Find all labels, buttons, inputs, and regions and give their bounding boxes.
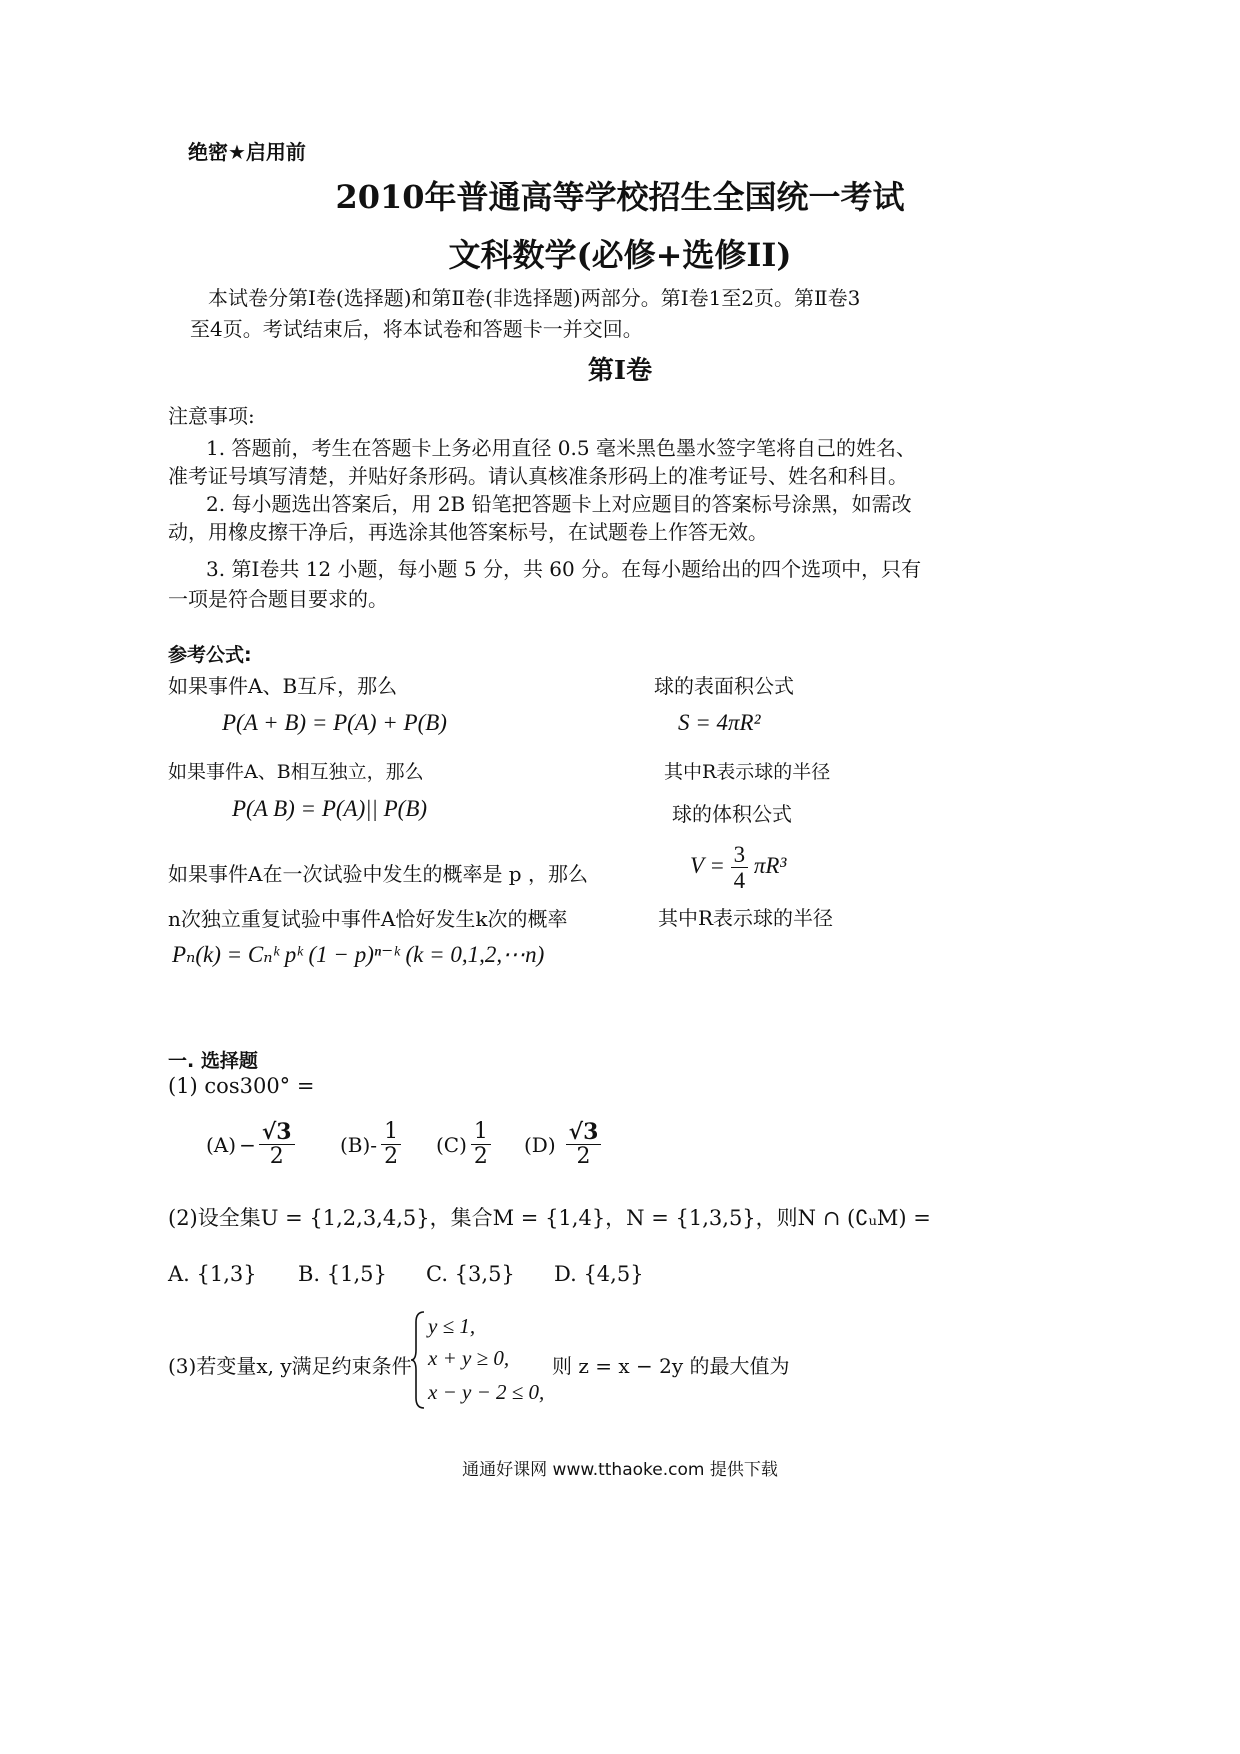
q3-constraint-3: x − y − 2 ≤ 0, bbox=[428, 1380, 545, 1404]
exclusive-text: 如果事件A、B互斥，那么 bbox=[168, 674, 398, 698]
note-3-line-2: 一项是符合题目要求的。 bbox=[168, 587, 388, 611]
volume-denominator: 4 bbox=[733, 868, 746, 894]
q1-d-fraction bbox=[566, 1120, 602, 1169]
q3-constraint-2: x + y ≥ 0, bbox=[428, 1346, 510, 1370]
note-2-line-1: 2. 每小题选出答案后，用 2B 铅笔把答题卡上对应题目的答案标号涂黑，如需改 bbox=[206, 492, 912, 516]
q1-d-num: √3 bbox=[566, 1120, 602, 1145]
note-1-line-1: 1. 答题前，考生在答题卡上务必用直径 0.5 毫米黑色墨水签字笔将自己的姓名、 bbox=[206, 436, 916, 460]
q2-stem: (2)设全集U = {1,2,3,4,5}，集合M = {1,4}，N = {1,3,5}，则N ∩ (∁ᵤM) = bbox=[168, 1206, 931, 1230]
section-heading: 一. 选择题 bbox=[168, 1050, 258, 1072]
q1-c-den: 2 bbox=[473, 1144, 488, 1170]
q1-c-label: (C) bbox=[436, 1132, 467, 1157]
exam-subtitle: 文科数学(必修+选修II) bbox=[448, 236, 792, 274]
note-2-line-2: 动，用橡皮擦干净后，再选涂其他答案标号，在试题卷上作答无效。 bbox=[168, 520, 768, 544]
volume-title: 第Ⅰ卷 bbox=[587, 356, 653, 386]
q1-d-label: (D) bbox=[524, 1132, 556, 1157]
q1-a-label: (A) bbox=[206, 1132, 237, 1157]
radius-note-1: 其中R表示球的半径 bbox=[664, 761, 831, 783]
q1-a-sign: − bbox=[239, 1132, 256, 1157]
q3-stem-post: 则 z = x − 2y 的最大值为 bbox=[552, 1354, 790, 1378]
volume-numerator: 3 bbox=[731, 842, 749, 868]
q1-a-den: 2 bbox=[269, 1144, 284, 1170]
volume-rhs: πR³ bbox=[753, 853, 787, 879]
q1-option-d bbox=[524, 1120, 601, 1169]
q2-option-c: C. {3,5} bbox=[426, 1262, 515, 1286]
repeat-trials-text: n次独立重复试验中事件A恰好发生k次的概率 bbox=[168, 907, 568, 931]
note-1-line-2: 准考证号填写清楚，并贴好条形码。请认真核准条形码上的准考证号、姓名和科目。 bbox=[168, 464, 908, 488]
q3-stem-pre: (3)若变量x, y满足约束条件 bbox=[168, 1354, 412, 1378]
intro-line-2: 至4页。考试结束后，将本试卷和答题卡一并交回。 bbox=[190, 317, 643, 341]
q1-option-c bbox=[436, 1120, 491, 1169]
binomial-formula: Pₙ(k) = Cₙᵏ pᵏ (1 − p)ⁿ⁻ᵏ (k = 0,1,2,⋯n) bbox=[172, 942, 545, 967]
volume-lhs: V = bbox=[690, 853, 725, 879]
independent-formula: P(A B) = P(A)|| P(B) bbox=[232, 796, 428, 821]
note-3-line-1: 3. 第Ⅰ卷共 12 小题，每小题 5 分，共 60 分。在每小题给出的四个选项中，只有 bbox=[206, 557, 922, 581]
q1-d-den: 2 bbox=[576, 1144, 591, 1170]
confidential-label: 绝密★启用前 bbox=[188, 140, 306, 164]
q1-b-label: (B)- bbox=[340, 1132, 378, 1157]
radius-note-2: 其中R表示球的半径 bbox=[658, 906, 834, 930]
q1-c-fraction bbox=[471, 1120, 491, 1169]
sphere-area-formula: S = 4πR² bbox=[678, 710, 761, 735]
q1-a-num: √3 bbox=[259, 1120, 295, 1145]
q1-b-fraction bbox=[381, 1120, 401, 1169]
volume-fraction bbox=[731, 842, 749, 894]
q2-option-a: A. {1,3} bbox=[168, 1262, 257, 1286]
footer-text: 通通好课网 www.tthaoke.com 提供下载 bbox=[462, 1460, 778, 1480]
q1-b-num: 1 bbox=[381, 1120, 401, 1145]
q1-b-den: 2 bbox=[384, 1144, 399, 1170]
q1-c-num: 1 bbox=[471, 1120, 491, 1145]
formulas-heading: 参考公式: bbox=[168, 644, 252, 666]
sphere-volume-text: 球的体积公式 bbox=[672, 802, 792, 826]
q1-option-b bbox=[340, 1120, 401, 1169]
exclusive-formula: P(A + B) = P(A) + P(B) bbox=[222, 710, 447, 735]
exam-title: 2010年普通高等学校招生全国统一考试 bbox=[335, 178, 905, 216]
sphere-area-text: 球的表面积公式 bbox=[654, 674, 794, 698]
q1-a-fraction bbox=[259, 1120, 295, 1169]
q3-brace bbox=[410, 1310, 426, 1410]
probability-text: 如果事件A在一次试验中发生的概率是 p ，那么 bbox=[168, 862, 588, 886]
sphere-volume-formula bbox=[690, 842, 786, 894]
q1-option-a bbox=[206, 1120, 295, 1169]
q3-constraint-1: y ≤ 1, bbox=[428, 1314, 476, 1338]
q1-stem: (1) cos300° = bbox=[168, 1074, 315, 1098]
intro-line-1: 本试卷分第Ⅰ卷(选择题)和第Ⅱ卷(非选择题)两部分。第Ⅰ卷1至2页。第Ⅱ卷3 bbox=[208, 286, 861, 310]
independent-text: 如果事件A、B相互独立，那么 bbox=[168, 761, 424, 783]
q2-option-d: D. {4,5} bbox=[554, 1262, 644, 1286]
q2-option-b: B. {1,5} bbox=[298, 1262, 387, 1286]
notes-heading: 注意事项: bbox=[168, 404, 255, 428]
